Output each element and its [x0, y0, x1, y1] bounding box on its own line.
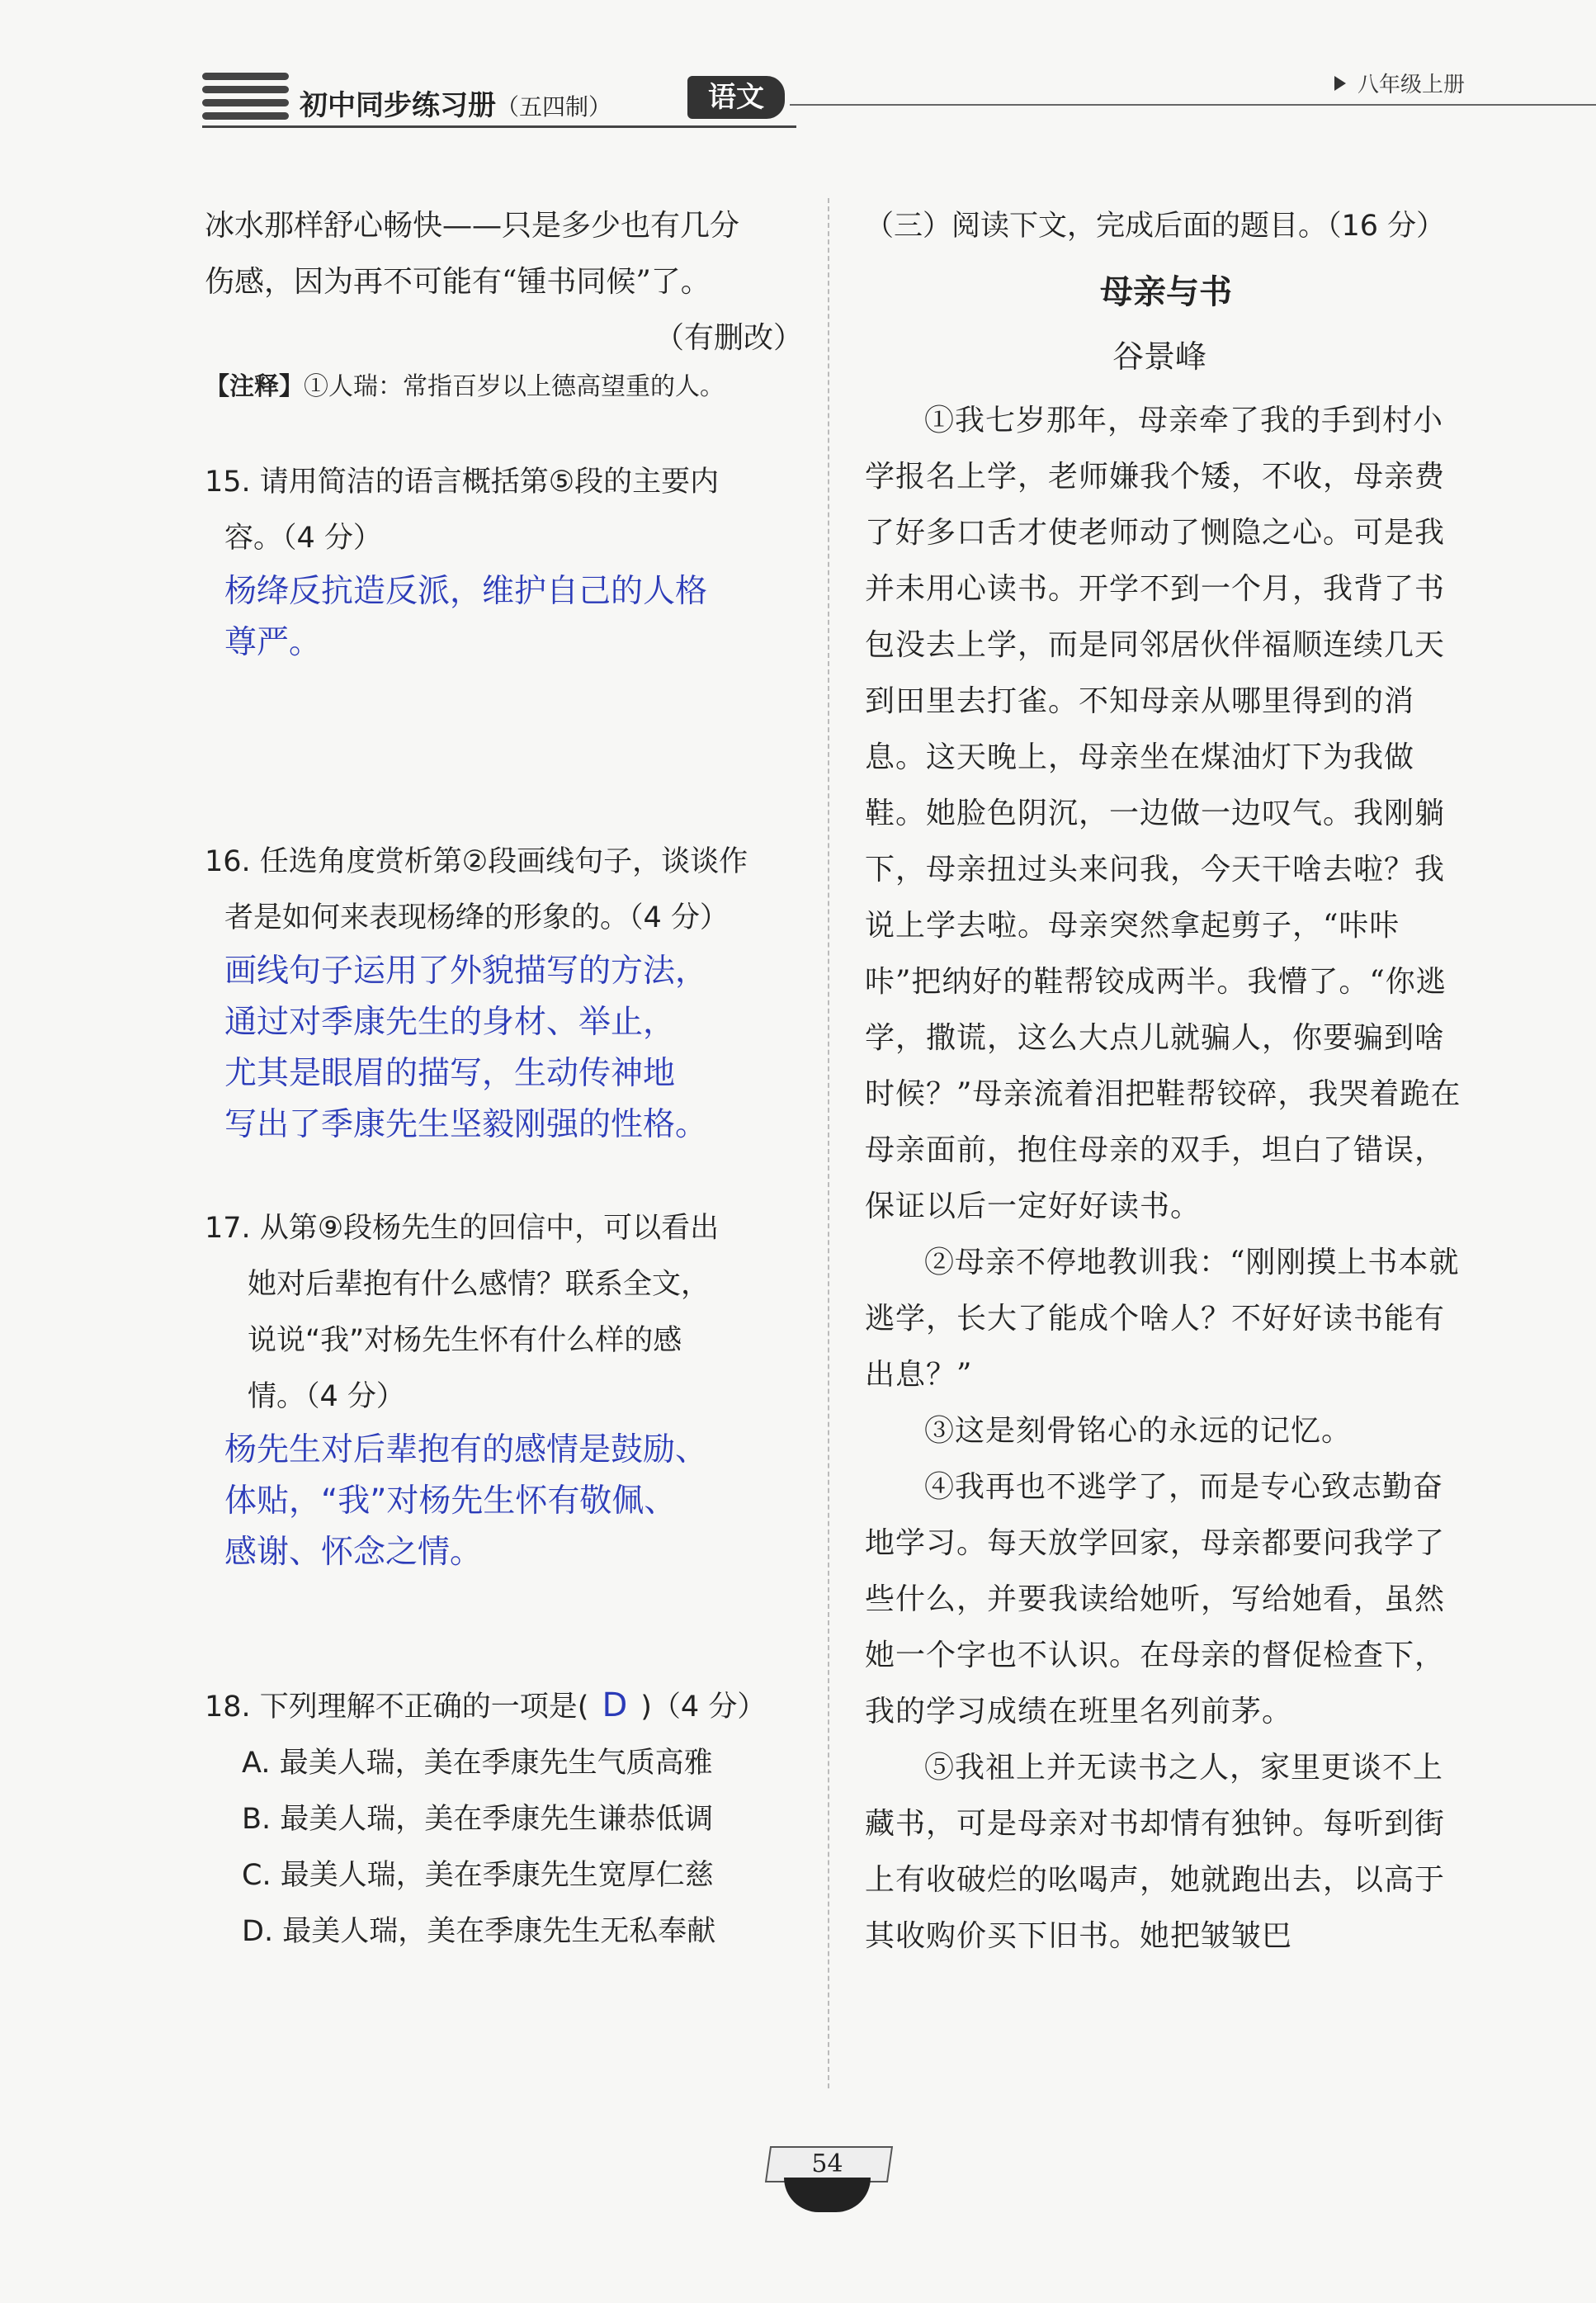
question-17: 17. 从第⑨段杨先生的回信中，可以看出 [205, 1212, 720, 1245]
annotation-text: ①人瑞：常指百岁以上德高望重的人。 [304, 372, 725, 401]
choice-b: B. 最美人瑞，美在季康先生谦恭低调 [242, 1803, 714, 1836]
question-18-score: )（4 分） [640, 1691, 767, 1724]
paragraph-5: ⑤我祖上并无读书之人，家里更谈不上藏书，可是母亲对书却情有独钟。每听到街上有收破烂的吆喝声，她就跑出去，以高于其收购价买下旧书。她把皱皱巴 [865, 1751, 1446, 1953]
answer-16: 尤其是眼眉的描写，生动传神地 [224, 1055, 676, 1092]
answer-15: 杨绛反抗造反派，维护自己的人格 [224, 573, 708, 610]
answer-16: 画线句子运用了外貌描写的方法， [224, 953, 708, 990]
book-title-text: 初中同步练习册 [300, 89, 496, 122]
paragraph-3: ③这是刻骨铭心的永远的记忆。 [924, 1414, 1353, 1448]
article-author: 谷景峰 [1112, 338, 1207, 375]
left-column [205, 198, 811, 1960]
answer-17: 感谢、怀念之情。 [224, 1534, 483, 1571]
question-15: 15. 请用简洁的语言概括第⑤段的主要内 [205, 466, 720, 499]
page-number: 54 [811, 2149, 843, 2178]
question-15-cont: 容。（4 分） [224, 522, 382, 555]
paragraph-4: ④我再也不逃学了，而是专心致志勤奋地学习。每天放学回家，母亲都要问我学了些什么，并要我读给她听，写给她看，虽然她一个字也不认识。在母亲的督促检查下，我的学习成绩在班里名列前茅。 [865, 1470, 1446, 1728]
page-footer [767, 2138, 887, 2212]
annotation-label: 【注释】 [205, 372, 304, 401]
header-rule [202, 125, 796, 128]
column-divider [828, 198, 829, 2088]
question-18-text: 18. 下列理解不正确的一项是( [205, 1691, 589, 1724]
question-17-cont: 情。（4 分） [248, 1380, 405, 1413]
annotation [205, 366, 811, 408]
play-triangle-icon [1334, 76, 1346, 91]
paragraph-1: ①我七岁那年，母亲牵了我的手到村小学报名上学，老师嫌我个矮，不收，母亲费了好多口舌才使老师动了恻隐之心。可是我并未用心读书。开学不到一个月，我背了书包没去上学，而是同邻居伙伴福顺连续几天到田里去打雀。不知母亲从哪里得到的消息。这天晚上，母亲坐在煤油灯下为我做鞋。她脸色阴沉，一边做一边叹气。我刚躺下，母亲扭过头来问我，今天干啥去啦？我说上学去啦。母亲突然拿起剪子，“咔咔咔”把纳好的鞋帮铰成两半。我懵了。“你逃学，撒谎，这么大点儿就骗人，你要骗到啥时候？”母亲流着泪把鞋帮铰碎，我哭着跪在母亲面前，抱住母亲的双手，坦白了错误，保证以后一定好好读书。 [865, 404, 1461, 1223]
choice-a: A. 最美人瑞，美在季康先生气质高雅 [242, 1747, 713, 1780]
section-heading: （三）阅读下文，完成后面的题目。（16 分） [865, 210, 1446, 243]
question-17-cont: 她对后辈抱有什么感情？联系全文， [248, 1268, 711, 1301]
choice-c: C. 最美人瑞，美在季康先生宽厚仁慈 [242, 1859, 714, 1892]
book-title [300, 83, 611, 123]
question-16-cont: 者是如何来表现杨绛的形象的。（4 分） [224, 901, 729, 934]
right-column [865, 198, 1467, 1965]
grade-label [1334, 68, 1465, 98]
article-title: 母亲与书 [1100, 273, 1232, 311]
header-rule-right [790, 104, 1596, 106]
choice-d: D. 最美人瑞，美在季康先生无私奉献 [242, 1915, 716, 1948]
answer-15: 尊严。 [224, 624, 322, 661]
edition-text: （五四制） [496, 93, 612, 121]
book-logo-icon [202, 73, 289, 129]
page-header [202, 64, 1465, 139]
answer-18: D [602, 1686, 628, 1724]
answer-17: 杨先生对后辈抱有的感情是鼓励、 [224, 1431, 708, 1468]
passage-tail-line: 冰水那样舒心畅快——只是多少也有几分 [205, 209, 740, 243]
answer-16: 写出了季康先生坚毅刚强的性格。 [224, 1106, 708, 1143]
source-note: （有删改） [654, 321, 803, 355]
passage-tail-line: 伤感，因为再不可能有“锺书同候”了。 [205, 265, 711, 299]
grade-text: 八年级上册 [1357, 73, 1465, 97]
subject-badge: 语文 [687, 76, 785, 119]
question-16: 16. 任选角度赏析第②段画线句子，谈谈作 [205, 845, 748, 878]
cap-base [784, 2178, 871, 2212]
paragraph-2: ②母亲不停地教训我：“刚刚摸上书本就逃学，长大了能成个啥人？不好好读书能有出息？” [865, 1246, 1460, 1392]
answer-17: 体贴，“我”对杨先生怀有敬佩、 [224, 1483, 677, 1520]
question-17-cont: 说说“我”对杨先生怀有什么样的感 [248, 1324, 682, 1357]
question-18 [205, 1677, 811, 1735]
answer-16: 通过对季康先生的身材、举止， [224, 1004, 676, 1041]
